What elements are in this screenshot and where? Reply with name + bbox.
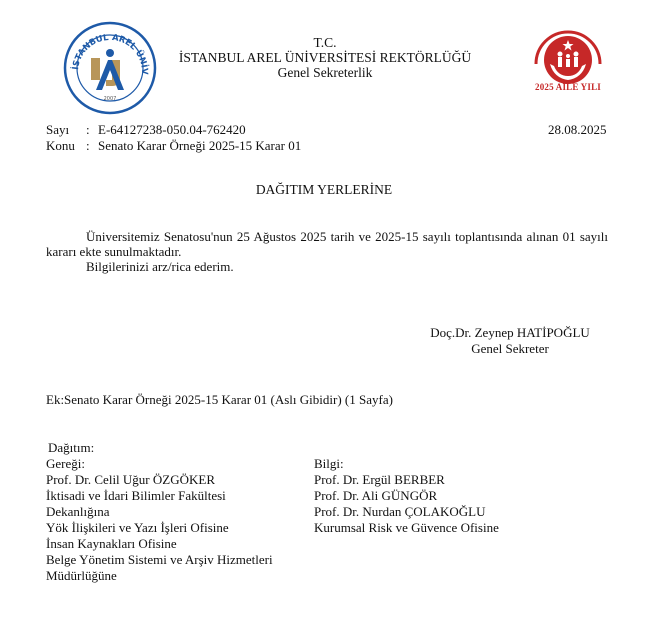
list-item: Prof. Dr. Ergül BERBER — [314, 472, 445, 487]
sayi-separator: : — [86, 122, 90, 137]
family-year-label: 2025 AİLE YILI — [535, 82, 601, 92]
list-item: Prof. Dr. Nurdan ÇOLAKOĞLU — [314, 504, 486, 519]
list-item: İnsan Kaynakları Ofisine — [46, 536, 177, 551]
sayi-value: E-64127238-050.04-762420 — [98, 122, 246, 137]
distribution-gerегi — [46, 440, 273, 584]
list-item: Prof. Dr. Celil Uğur ÖZGÖKER — [46, 472, 215, 487]
meta-konu-row — [46, 138, 301, 154]
list-item: Müdürlüğüne — [46, 568, 117, 583]
attachment-line: Ek:Senato Karar Örneği 2025-15 Karar 01 (Aslı Gibidir) (1 Sayfa) — [46, 392, 393, 407]
university-logo — [62, 20, 158, 116]
meta-sayi-row — [46, 122, 301, 138]
university-seal-icon — [62, 20, 158, 116]
svg-text:İSTANBUL AREL ÜNİVERSİTESİ: İSTANBUL AREL ÜNİV — [71, 32, 150, 75]
header-republic: T.C. — [313, 35, 337, 50]
list-item: Yök İlişkileri ve Yazı İşleri Ofisine — [46, 520, 229, 535]
gereği-label: Gereği: — [46, 456, 85, 471]
list-item: Prof. Dr. Ali GÜNGÖR — [314, 488, 438, 503]
distribution-bilgi — [314, 456, 499, 536]
header-institution: İSTANBUL AREL ÜNİVERSİTESİ REKTÖRLÜĞÜ — [178, 50, 472, 65]
konu-separator: : — [86, 138, 90, 153]
svg-text:2007: 2007 — [103, 96, 117, 102]
signatory-name: Doç.Dr. Zeynep HATİPOĞLU — [430, 325, 590, 340]
list-item: Kurumsal Risk ve Güvence Ofisine — [314, 520, 499, 535]
sayi-label: Sayı — [46, 122, 70, 137]
konu-label: Konu — [46, 138, 75, 153]
konu-value: Senato Karar Örneği 2025-15 Karar 01 — [98, 138, 302, 153]
list-item: Belge Yönetim Sistemi ve Arşiv Hizmetleri — [46, 552, 273, 567]
body-paragraph-1: Üniversitemiz Senatosu'nun 25 Ağustos 2025 tarih ve 2025-15 sayılı toplantısında alınan 01 sayılı kararı ekte sunulmaktadır. — [46, 229, 608, 259]
bilgi-label: Bilgi: — [314, 456, 344, 471]
letter-body — [46, 229, 608, 274]
distribution-label: Dağıtım: — [48, 440, 95, 455]
list-item: İktisadi ve İdari Bilimler Fakültesi — [46, 488, 226, 503]
recipient-title: DAĞITIM YERLERİNE — [255, 182, 393, 197]
body-paragraph-2: Bilgilerinizi arz/rica ederim. — [86, 259, 234, 274]
signature-block — [400, 325, 620, 357]
list-item: Dekanlığına — [46, 504, 110, 519]
signatory-title: Genel Sekreter — [471, 341, 549, 356]
letterhead — [150, 35, 500, 80]
document-meta — [46, 122, 301, 154]
header-department: Genel Sekreterlik — [277, 65, 373, 80]
document-date: 28.08.2025 — [548, 122, 607, 137]
